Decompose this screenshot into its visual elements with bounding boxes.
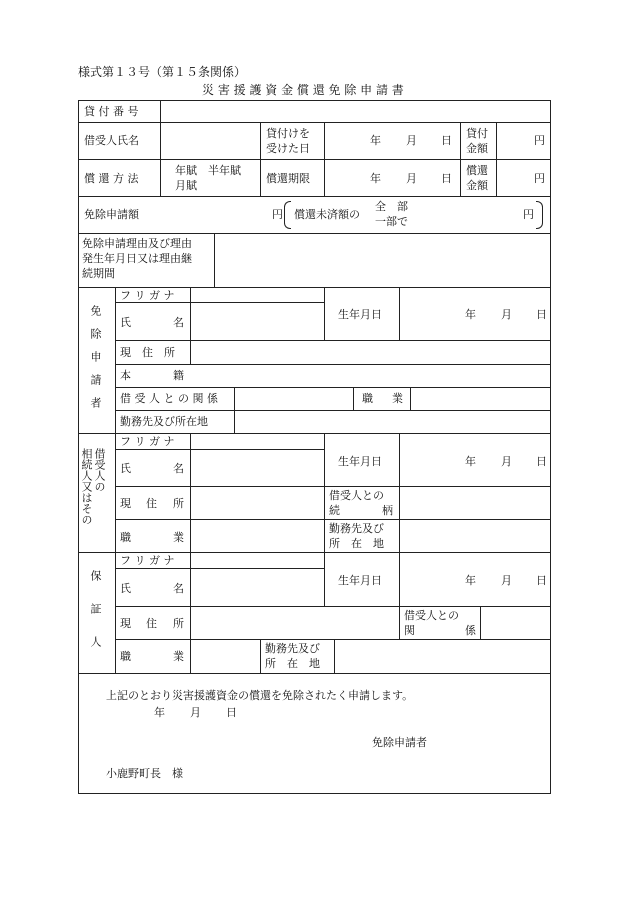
- applicant-name-label-1: 氏: [120, 316, 131, 329]
- borrower-name-field[interactable]: [161, 123, 260, 159]
- exemption-amount-label: 免除申請額: [84, 208, 139, 221]
- heir-birth-month: 月: [501, 455, 512, 468]
- deadline-year: 年: [370, 172, 381, 185]
- page-title: 災 害 援 護 資 金 償 還 免 除 申 請 書: [202, 83, 404, 97]
- heir-address-label-2: 住: [146, 497, 157, 510]
- exemption-amount-yen: 円: [272, 208, 283, 221]
- guarantor-relation-label-3: 係: [465, 624, 476, 637]
- guarantor-birth-year: 年: [465, 574, 476, 587]
- heir-workplace-label-2: 所 在 地: [329, 537, 384, 550]
- loan-date-label-line1: 貸付けを: [266, 127, 310, 140]
- unpaid-yen: 円: [523, 208, 534, 221]
- guarantor-address-label-3: 所: [173, 617, 184, 630]
- applicant-domicile-label-2: 籍: [173, 369, 184, 382]
- loan-date-month: 月: [406, 134, 417, 147]
- applicant-name-label-2: 名: [173, 316, 184, 329]
- loan-amount-label-line2: 金額: [466, 142, 488, 155]
- unpaid-amount-label: 償還未済額の: [294, 208, 360, 221]
- heir-relation-label-2: 続: [329, 504, 340, 517]
- guarantor-birthdate-label: 生年月日: [338, 574, 382, 587]
- deadline-day: 日: [441, 172, 452, 185]
- declaration-year: 年: [154, 706, 165, 719]
- partial-option[interactable]: 一部で: [375, 215, 408, 228]
- heir-occupation-label-2: 業: [173, 531, 184, 544]
- reason-label-line2: 発生年月日又は理由継: [82, 252, 192, 265]
- guarantor-group-label: 保証人: [89, 570, 102, 669]
- repayment-amount-label-line2: 金額: [466, 179, 488, 192]
- applicant-birth-year: 年: [465, 308, 476, 321]
- addressee: 小鹿野町長 様: [106, 767, 183, 780]
- guarantor-birth-month: 月: [501, 574, 512, 587]
- applicant-occupation-label-1: 職: [362, 392, 373, 405]
- applicant-furigana-label: フ リ ガ ナ: [120, 289, 175, 302]
- guarantor-address-label-1: 現: [120, 617, 131, 630]
- applicant-occupation-label-2: 業: [392, 392, 403, 405]
- heir-group-label-col1: 借受人の: [93, 448, 106, 492]
- left-bracket: [284, 201, 291, 229]
- repayment-method-label: 償 還 方 法: [84, 172, 139, 185]
- guarantor-address-label-2: 住: [146, 617, 157, 630]
- applicant-group-label: 免除申請者: [89, 305, 102, 420]
- loan-amount-label-line1: 貸付: [466, 127, 488, 140]
- heir-name-label-2: 名: [173, 462, 184, 475]
- guarantor-workplace-label-1: 勤務先及び: [265, 642, 320, 655]
- repayment-amount-yen: 円: [534, 172, 545, 185]
- applicant-domicile-label-1: 本: [120, 369, 131, 382]
- reason-field[interactable]: [215, 234, 550, 287]
- loan-number-field[interactable]: [161, 101, 550, 122]
- heir-relation-label-3: 柄: [382, 504, 393, 517]
- declaration-month: 月: [190, 706, 201, 719]
- guarantor-relation-label-1: 借受人との: [404, 609, 459, 622]
- heir-birthdate-label: 生年月日: [338, 455, 382, 468]
- loan-date-year: 年: [370, 134, 381, 147]
- applicant-birth-day: 日: [536, 308, 547, 321]
- loan-number-label: 貸 付 番 号: [84, 105, 139, 118]
- repayment-method-option-2[interactable]: 月賦: [175, 179, 197, 192]
- declaration-text: 上記のとおり災害援護資金の償還を免除されたく申請します。: [106, 689, 414, 702]
- applicant-relation-label: 借 受 人 と の 関 係: [120, 392, 218, 405]
- guarantor-occupation-label-2: 業: [173, 650, 184, 663]
- repayment-method-option-1[interactable]: 年賦 半年賦: [175, 164, 241, 177]
- heir-relation-label-1: 借受人との: [329, 489, 384, 502]
- borrower-name-label: 借受人氏名: [84, 134, 139, 147]
- loan-date-label-line2: 受けた日: [266, 142, 310, 155]
- guarantor-birth-day: 日: [536, 574, 547, 587]
- heir-group-label-col2: 相続人又はその: [80, 448, 93, 525]
- guarantor-name-label-1: 氏: [120, 582, 131, 595]
- applicant-birth-month: 月: [501, 308, 512, 321]
- heir-address-label-1: 現: [120, 497, 131, 510]
- reason-label-line1: 免除申請理由及び理由: [82, 237, 192, 250]
- applicant-workplace-label: 勤務先及び所在地: [120, 415, 208, 428]
- guarantor-occupation-label-1: 職: [120, 650, 131, 663]
- heir-birth-year: 年: [465, 455, 476, 468]
- deadline-month: 月: [406, 172, 417, 185]
- guarantor-workplace-label-2: 所 在 地: [265, 657, 320, 670]
- applicant-address-label: 現 住 所: [120, 346, 175, 359]
- guarantor-relation-label-2: 関: [404, 624, 415, 637]
- heir-address-label-3: 所: [173, 497, 184, 510]
- heir-birth-day: 日: [536, 455, 547, 468]
- all-option[interactable]: 全 部: [375, 200, 408, 213]
- declaration-day: 日: [226, 706, 237, 719]
- loan-amount-yen: 円: [534, 134, 545, 147]
- loan-date-day: 日: [441, 134, 452, 147]
- heir-name-label-1: 氏: [120, 462, 131, 475]
- heir-workplace-label-1: 勤務先及び: [329, 522, 384, 535]
- guarantor-furigana-label: フ リ ガ ナ: [120, 554, 175, 567]
- form-number: 様式第１３号（第１５条関係）: [78, 65, 247, 79]
- heir-furigana-label: フ リ ガ ナ: [120, 435, 175, 448]
- repayment-deadline-label: 償還期限: [266, 172, 310, 185]
- applicant-birthdate-label: 生年月日: [338, 308, 382, 321]
- guarantor-name-label-2: 名: [173, 582, 184, 595]
- repayment-amount-label-line1: 償還: [466, 164, 488, 177]
- heir-occupation-label-1: 職: [120, 531, 131, 544]
- reason-label-line3: 続期間: [82, 267, 115, 280]
- footer-applicant-label: 免除申請者: [372, 736, 427, 749]
- right-bracket: [536, 201, 543, 229]
